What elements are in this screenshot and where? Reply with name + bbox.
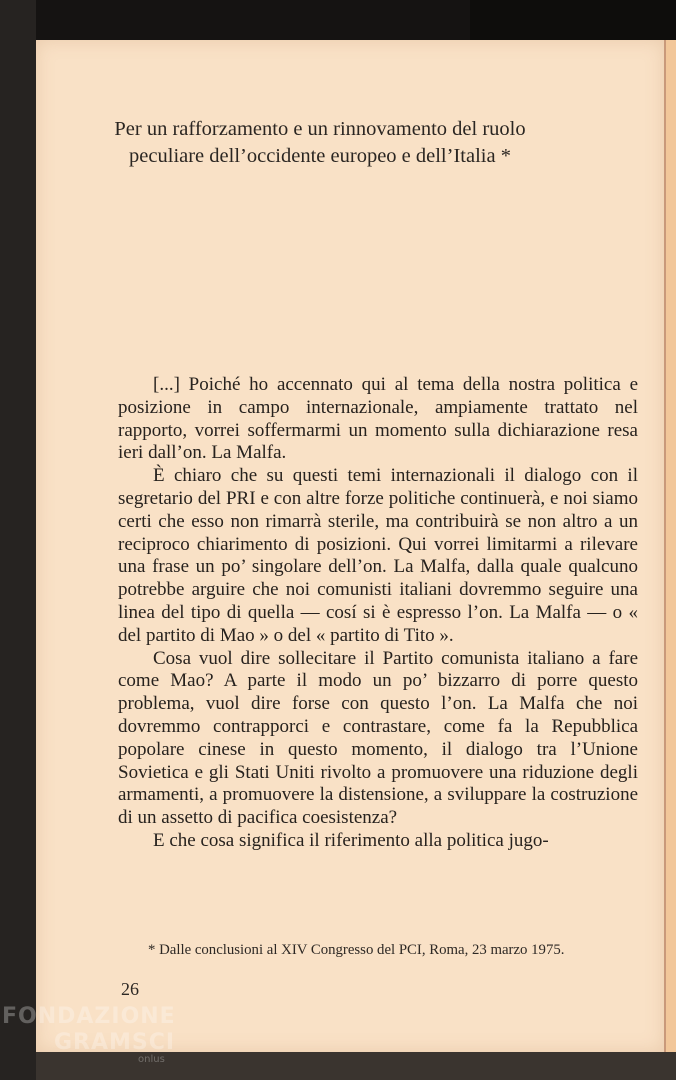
scan-background-left bbox=[0, 0, 36, 1080]
scan-background-top-band bbox=[470, 0, 676, 42]
paragraph: Cosa vuol dire sollecitare il Partito comunista italiano a fare come Mao? A parte il modo un po’ bizzarro di porre questo problema, vuol dire forse con questo l’on. La Malfa che noi dovremmo contrapporci e contrastare, come fa la Repubblica popolare cinese in questo momento, il dialogo tra l’Unione Sovietica e gli Stati Uniti rivolto a promuovere una riduzione degli armamenti, a promuovere la distensione, a sviluppare la costruzione di un assetto di pacifica coesistenza? bbox=[118, 647, 638, 829]
paragraph: È chiaro che su questi temi internazionali il dialogo con il segretario del PRI e con altre forze politiche continuerà, e noi siamo certi che esso non rimarrà sterile, ma contribuirà se non altro a un reciproco chiarimento di posizioni. Qui vorrei limitarmi a rilevare una frase un po’ singolare dell’on. La Malfa, dalla quale qualcuno potrebbe arguire che noi comunisti italiani dovremmo seguire una linea del tipo di quella — cosí si è espresso l’on. La Malfa — o « del partito di Mao » o del « partito di Tito ». bbox=[118, 465, 638, 646]
scan-background-bottom bbox=[36, 1052, 676, 1080]
adjacent-page-edge bbox=[664, 40, 676, 1055]
paragraph: [...] Poiché ho accennato qui al tema della nostra politica e posizione in campo internazionale, ampiamente trattato nel rapporto, vorrei soffermarmi un momento sulla dichiarazione resa ieri dall’on. La Malfa. bbox=[118, 374, 638, 464]
page-number: 26 bbox=[121, 979, 139, 999]
watermark-line-3: onlus bbox=[138, 1054, 165, 1065]
paragraph: E che cosa significa il riferimento alla politica jugo- bbox=[153, 829, 549, 851]
body-text bbox=[118, 374, 638, 853]
chapter-title: Per un rafforzamento e un rinnovamento del ruolo peculiare dell’occidente europeo e dell’Italia * bbox=[114, 118, 526, 167]
footnote: * Dalle conclusioni al XIV Congresso del PCI, Roma, 23 marzo 1975. bbox=[148, 942, 565, 958]
watermark-line-1: FONDAZIONE bbox=[2, 1004, 176, 1029]
watermark-line-2: GRAMSCI bbox=[54, 1030, 176, 1055]
